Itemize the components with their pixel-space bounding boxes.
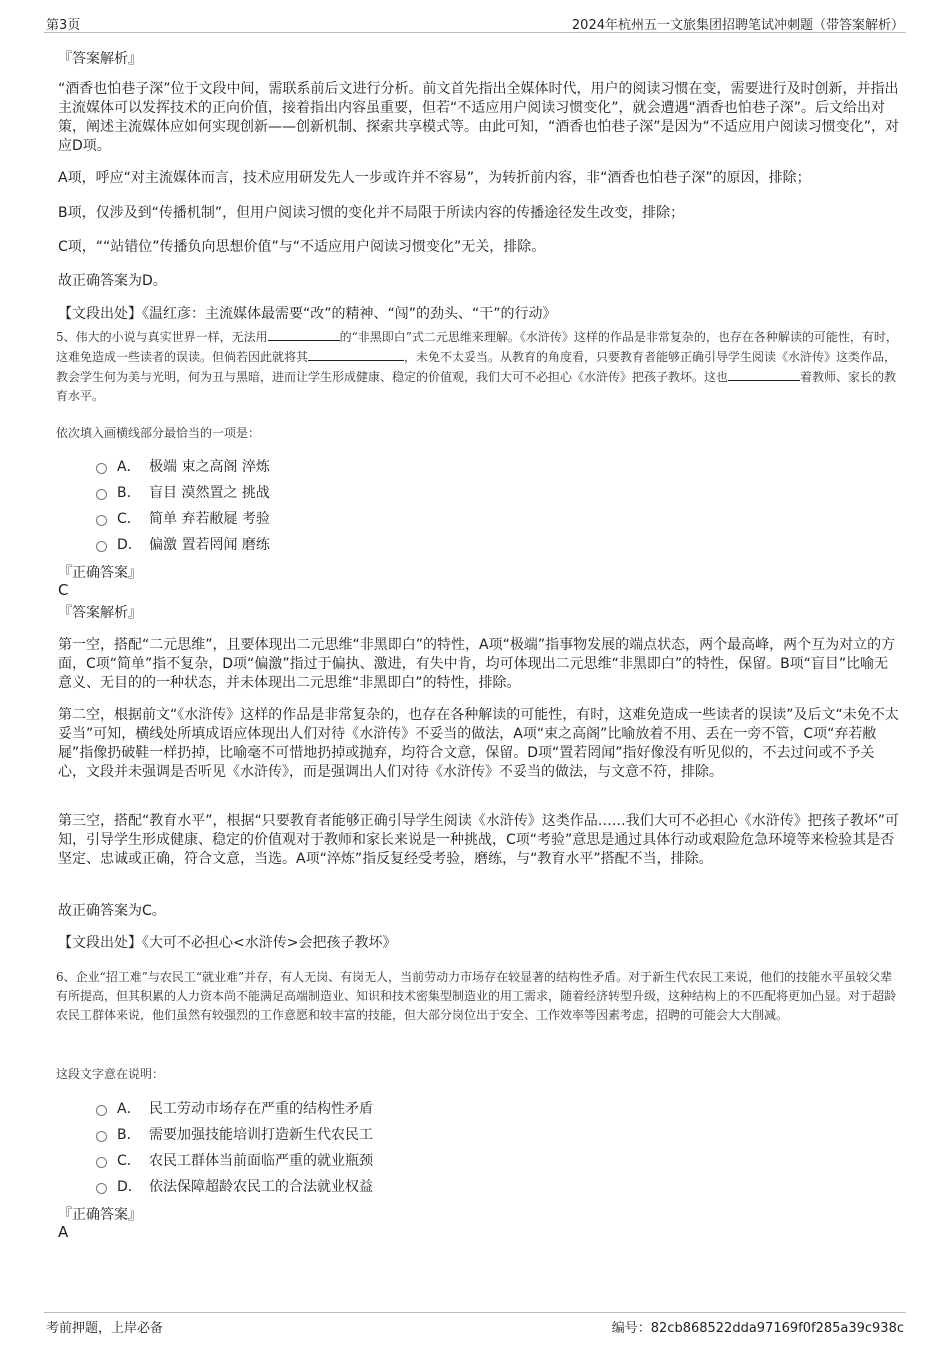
q6-option-b[interactable]: B． 需要加强技能培训打造新生代农民工 xyxy=(96,1124,373,1144)
page-footer xyxy=(44,1312,906,1335)
q5-analysis-label: 『答案解析』 xyxy=(58,605,142,621)
radio-icon[interactable] xyxy=(96,489,107,500)
document-title: 2024年杭州五一文旅集团招聘笔试冲刺题（带答案解析） xyxy=(571,18,904,33)
q5-answer: C xyxy=(58,581,69,599)
radio-icon[interactable] xyxy=(96,541,107,552)
q6-option-d[interactable]: D． 依法保障超龄农民工的合法就业权益 xyxy=(96,1176,373,1196)
q5-analysis-p1: 第一空，搭配“二元思维”，且要体现出二元思维“非黑即白”的特性，A项“极端”指事物发展的端点状态，两个最高峰，两个互为对立的方面，C项“简单”指不复杂，D项“偏激”指过于偏执、激进，有失中肯，均可体现出二元思维“非黑即白”的特性，保留。B项“盲目”比喻无意义、无目的的一种状态，并未体现出二元思维“非黑即白”的特性，排除。 xyxy=(58,637,896,691)
radio-icon[interactable] xyxy=(96,515,107,526)
q5-conclusion: 故正确答案为C。 xyxy=(58,903,166,919)
q4-analysis-p1: “酒香也怕巷子深”位于文段中间，需联系前后文进行分析。前文首先指出全媒体时代，用户的阅读习惯在变，需要进行及时创新，并指出主流媒体可以发挥技术的正向价值，接着指出内容虽重要，但若“不适应用户阅读习惯变化”，就会遭遇“酒香也怕巷子深”。后文给出对策，阐述主流媒体应如何实现创新——创新机制、探索共享模式等。由此可知，“酒香也怕巷子深”是因为“不适应用户阅读习惯变化”，对应D项。 xyxy=(58,81,900,154)
q4-analysis-p3: B项，仅涉及到“传播机制”，但用户阅读习惯的变化并不局限于所读内容的传播途径发生改变，排除； xyxy=(58,205,685,221)
q5-question-text: 5、伟大的小说与真实世界一样，无法用 的“非黑即白”式二元思维来理解。《水浒传》这样的作品是非常复杂的，也存在各种解读的可能性，有时，这难免造成一些读者的误读。但倘若因此就将其 ，未免不太妥当。从教育的角度看，只要教育者能够正确引导学生阅读《水浒传》这类作品，教会学生何为美与光明，何为丑与黑暗，进而让学生形成健康、稳定的价值观，我们大可不必担心《水浒传》把孩子教坏。这也 着教师、家长的教育水平。 xyxy=(56,327,900,406)
q5-option-c[interactable]: C． 简单 弃若敝屣 考验 xyxy=(96,508,270,528)
q5-option-b[interactable]: B． 盲目 漠然置之 挑战 xyxy=(96,482,270,502)
q4-source: 【文段出处】《温红彦：主流媒体最需要“改”的精神、“闯”的劲头、“干”的行动》 xyxy=(58,306,557,322)
q4-analysis-p4: C项，““站错位”传播负向思想价值”与“不适应用户阅读习惯变化”无关，排除。 xyxy=(58,239,546,255)
q5-analysis-p2: 第二空，根据前文“《水浒传》这样的作品是非常复杂的，也存在各种解读的可能性，有时，这难免造成一些读者的误读”及后文“未免不太妥当”可知，横线处所填成语应体现出人们对待《水浒传》不妥当的做法，A项“束之高阁”比喻放着不用、丢在一旁不管，C项“弃若敝屣”指像扔破鞋一样扔掉，比喻毫不可惜地扔掉或抛弃，均符合文意，保留。D项“置若罔闻”指好像没有听见似的，不去过问或不予关心，文段并未强调是否听见《水浒传》，而是强调出人们对待《水浒传》不妥当的做法，与文意不符，排除。 xyxy=(58,707,899,780)
q5-source: 【文段出处】《大可不必担心<水浒传>会把孩子教坏》 xyxy=(58,935,397,951)
radio-icon[interactable] xyxy=(96,463,107,474)
q6-question-text: 6、企业“招工难”与农民工“就业难”并存，有人无岗、有岗无人，当前劳动力市场存在较显著的结构性矛盾。对于新生代农民工来说，他们的技能水平虽较父辈有所提高，但其积累的人力资本尚不能满足高端制造业、知识和技术密集型制造业的用工需求，随着经济转型升级，这种结构上的不匹配将更加凸显。对于超龄农民工群体来说，他们虽然有较强烈的工作意愿和较丰富的技能，但大部分岗位出于安全、工作效率等因素考虑，招聘的可能会大大削减。 xyxy=(56,970,897,1022)
q5-option-a[interactable]: A． 极端 束之高阁 淬炼 xyxy=(96,456,270,476)
document-id: 编号：82cb868522dda97169f0f285a39c938c xyxy=(611,1321,904,1336)
q6-answer: A xyxy=(58,1223,69,1241)
radio-icon[interactable] xyxy=(96,1105,107,1116)
q5-option-d[interactable]: D． 偏激 置若罔闻 磨练 xyxy=(96,534,270,554)
q6-option-c[interactable]: C． 农民工群体当前面临严重的就业瓶颈 xyxy=(96,1150,373,1170)
blank-3 xyxy=(728,367,800,381)
radio-icon[interactable] xyxy=(96,1131,107,1142)
footer-slogan: 考前押题，上岸必备 xyxy=(46,1321,164,1336)
q6-prompt: 这段文字意在说明： xyxy=(56,1067,165,1081)
page-header xyxy=(44,10,906,33)
page-number: 第3页 xyxy=(46,18,81,33)
q5-correct-label: 『正确答案』 xyxy=(58,565,142,581)
blank-2 xyxy=(308,347,404,361)
q5-prompt: 依次填入画横线部分最恰当的一项是： xyxy=(56,426,261,440)
q4-analysis-p2: A项，呼应“对主流媒体而言，技术应用研发先人一步或许并不容易”，为转折前内容，非“酒香也怕巷子深”的原因，排除； xyxy=(58,170,811,186)
q4-analysis-label: 『答案解析』 xyxy=(58,51,142,67)
q6-correct-label: 『正确答案』 xyxy=(58,1207,142,1223)
radio-icon[interactable] xyxy=(96,1183,107,1194)
blank-1 xyxy=(268,327,340,341)
radio-icon[interactable] xyxy=(96,1157,107,1168)
q5-analysis-p3: 第三空，搭配“教育水平”，根据“只要教育者能够正确引导学生阅读《水浒传》这类作品……我们大可不必担心《水浒传》把孩子教坏”可知，引导学生形成健康、稳定的价值观对于教师和家长来说是一种挑战，C项“考验”意思是通过具体行动或艰险危急环境等来检验其是否坚定、忠诚或正确，符合文意，当选。A项“淬炼”指反复经受考验，磨练，与“教育水平”搭配不当，排除。 xyxy=(58,813,900,867)
q6-option-a[interactable]: A． 民工劳动市场存在严重的结构性矛盾 xyxy=(96,1098,373,1118)
q4-conclusion: 故正确答案为D。 xyxy=(58,273,167,289)
